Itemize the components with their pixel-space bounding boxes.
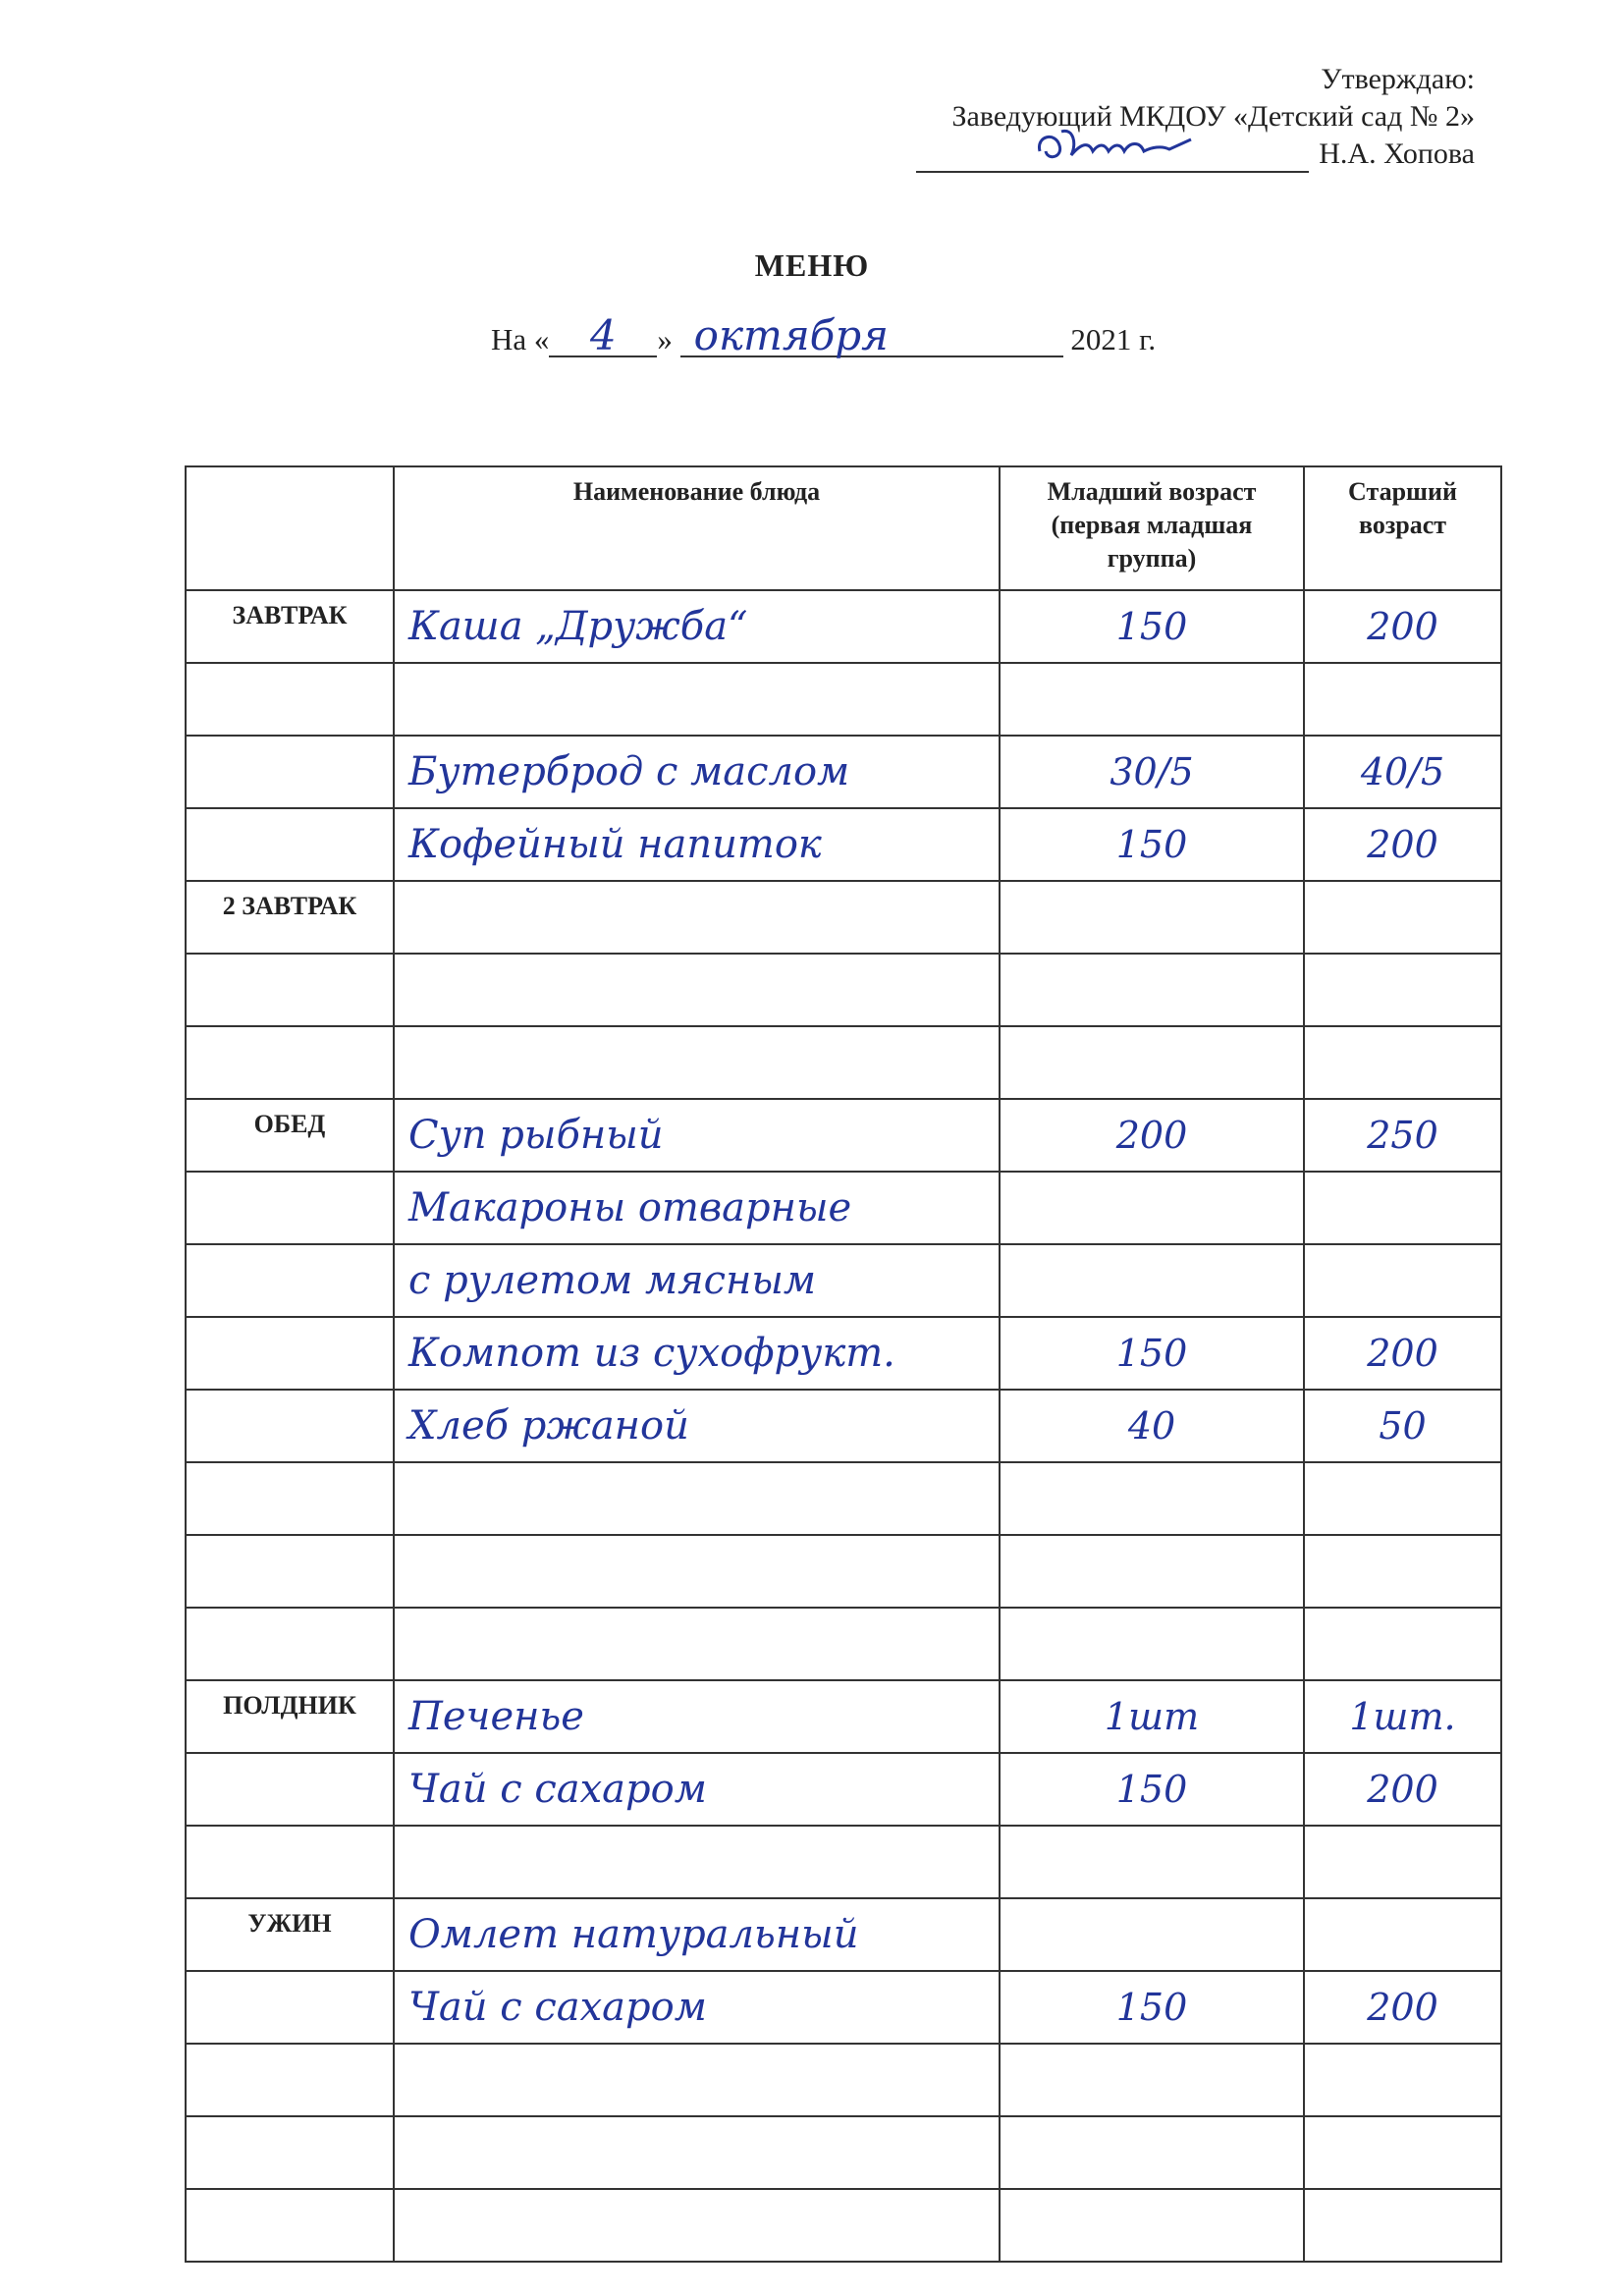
senior-portion-cell [1304, 2116, 1501, 2189]
meal-cell [186, 808, 394, 881]
header-junior: Младший возраст (первая младшая группа) [1000, 466, 1304, 590]
senior-portion-cell: 250 [1304, 1099, 1501, 1172]
meal-cell [186, 2116, 394, 2189]
meal-cell [186, 2189, 394, 2262]
table-row [186, 2116, 1501, 2189]
junior-portion-cell [1000, 881, 1304, 954]
meal-cell: ОБЕД [186, 1099, 394, 1172]
approval-position: Заведующий МКДОУ «Детский сад № 2» [951, 100, 1475, 133]
senior-portion-cell: 1шт. [1304, 1680, 1501, 1753]
dish-cell [394, 1535, 1000, 1608]
table-row [186, 1898, 1501, 1971]
senior-portion-cell [1304, 1172, 1501, 1244]
dish-cell [394, 2044, 1000, 2116]
dish-cell: Омлет натуральный [394, 1898, 1000, 1971]
dish-cell [394, 663, 1000, 736]
approver-name: Н.А. Хопова [1319, 137, 1475, 170]
date-line [491, 311, 1276, 359]
dish-cell: Бутерброд с маслом [394, 736, 1000, 808]
junior-portion-cell: 150 [1000, 1317, 1304, 1390]
senior-portion-cell [1304, 1462, 1501, 1535]
table-header-row [186, 466, 1501, 590]
senior-portion-cell: 50 [1304, 1390, 1501, 1462]
junior-portion-cell [1000, 1244, 1304, 1317]
senior-portion-cell: 200 [1304, 1971, 1501, 2044]
dish-cell: Кофейный напиток [394, 808, 1000, 881]
junior-portion-cell [1000, 1898, 1304, 1971]
meal-cell [186, 1026, 394, 1099]
meal-cell [186, 1608, 394, 1680]
junior-portion-cell [1000, 1608, 1304, 1680]
dish-cell [394, 1826, 1000, 1898]
meal-cell [186, 1826, 394, 1898]
header-senior: Старший возраст [1304, 466, 1501, 590]
junior-portion-cell [1000, 1535, 1304, 1608]
table-row [186, 1535, 1501, 1608]
dish-cell [394, 2189, 1000, 2262]
junior-portion-cell: 40 [1000, 1390, 1304, 1462]
meal-cell: УЖИН [186, 1898, 394, 1971]
senior-portion-cell [1304, 1026, 1501, 1099]
junior-portion-cell [1000, 2189, 1304, 2262]
dish-cell [394, 954, 1000, 1026]
meal-cell [186, 736, 394, 808]
senior-portion-cell: 200 [1304, 808, 1501, 881]
meal-cell [186, 1753, 394, 1826]
senior-portion-cell [1304, 954, 1501, 1026]
junior-portion-cell: 150 [1000, 1753, 1304, 1826]
table-row [186, 1680, 1501, 1753]
meal-cell: ПОЛДНИК [186, 1680, 394, 1753]
approval-block [846, 61, 1475, 173]
meal-cell [186, 1244, 394, 1317]
senior-portion-cell: 200 [1304, 1317, 1501, 1390]
senior-portion-cell [1304, 2189, 1501, 2262]
junior-portion-cell [1000, 1172, 1304, 1244]
table-row [186, 2189, 1501, 2262]
table-row [186, 1099, 1501, 1172]
meal-cell [186, 1172, 394, 1244]
page-title: МЕНЮ [754, 247, 870, 283]
junior-portion-cell: 150 [1000, 590, 1304, 663]
table-row [186, 808, 1501, 881]
senior-portion-cell [1304, 1898, 1501, 1971]
dish-cell [394, 881, 1000, 954]
junior-portion-cell [1000, 1026, 1304, 1099]
dish-cell: с рулетом мясным [394, 1244, 1000, 1317]
dish-cell: Каша „Дружба“ [394, 590, 1000, 663]
table-row [186, 881, 1501, 954]
senior-portion-cell: 200 [1304, 590, 1501, 663]
signature-icon [1034, 122, 1201, 171]
dish-cell: Компот из сухофрукт. [394, 1317, 1000, 1390]
dish-cell: Чай с сахаром [394, 1753, 1000, 1826]
junior-portion-cell [1000, 954, 1304, 1026]
meal-cell [186, 1462, 394, 1535]
meal-cell [186, 663, 394, 736]
table-row [186, 1172, 1501, 1244]
senior-portion-cell: 200 [1304, 1753, 1501, 1826]
meal-cell [186, 1317, 394, 1390]
table-row [186, 736, 1501, 808]
dish-cell: Хлеб ржаной [394, 1390, 1000, 1462]
dish-cell [394, 1608, 1000, 1680]
meal-cell [186, 2044, 394, 2116]
table-row [186, 1244, 1501, 1317]
dish-cell: Печенье [394, 1680, 1000, 1753]
table-row [186, 954, 1501, 1026]
table-row [186, 1390, 1501, 1462]
table-row [186, 1317, 1501, 1390]
header-dish: Наименование блюда [394, 466, 1000, 590]
junior-portion-cell: 200 [1000, 1099, 1304, 1172]
junior-portion-cell: 30/5 [1000, 736, 1304, 808]
menu-body [186, 590, 1501, 2262]
junior-portion-cell [1000, 1826, 1304, 1898]
dish-cell: Суп рыбный [394, 1099, 1000, 1172]
meal-cell: ЗАВТРАК [186, 590, 394, 663]
meal-cell [186, 1535, 394, 1608]
junior-portion-cell [1000, 663, 1304, 736]
approval-signature-row [846, 136, 1475, 173]
date-year: 2021 г. [1070, 322, 1157, 356]
junior-portion-cell: 1шт [1000, 1680, 1304, 1753]
senior-portion-cell [1304, 1608, 1501, 1680]
meal-cell [186, 1971, 394, 2044]
senior-portion-cell [1304, 881, 1501, 954]
table-row [186, 1753, 1501, 1826]
table-row [186, 590, 1501, 663]
senior-portion-cell: 40/5 [1304, 736, 1501, 808]
dish-cell [394, 1462, 1000, 1535]
junior-portion-cell [1000, 2044, 1304, 2116]
date-day: 4 [549, 316, 657, 357]
dish-cell: Макароны отварные [394, 1172, 1000, 1244]
dish-cell [394, 2116, 1000, 2189]
senior-portion-cell [1304, 1535, 1501, 1608]
approval-heading: Утверждаю: [1321, 63, 1475, 95]
junior-portion-cell: 150 [1000, 808, 1304, 881]
date-mid: » [657, 322, 673, 356]
signature-line [916, 143, 1309, 173]
meal-cell: 2 ЗАВТРАК [186, 881, 394, 954]
table-row [186, 1826, 1501, 1898]
menu-table [185, 465, 1502, 2263]
meal-cell [186, 954, 394, 1026]
senior-portion-cell [1304, 1244, 1501, 1317]
header-meal [186, 466, 394, 590]
junior-portion-cell [1000, 2116, 1304, 2189]
meal-cell [186, 1390, 394, 1462]
junior-portion-cell [1000, 1462, 1304, 1535]
table-row [186, 1462, 1501, 1535]
dish-cell: Чай с сахаром [394, 1971, 1000, 2044]
junior-portion-cell: 150 [1000, 1971, 1304, 2044]
table-row [186, 1971, 1501, 2044]
date-prefix: На « [491, 322, 550, 356]
table-row [186, 1026, 1501, 1099]
senior-portion-cell [1304, 663, 1501, 736]
table-row [186, 663, 1501, 736]
dish-cell [394, 1026, 1000, 1099]
table-row [186, 2044, 1501, 2116]
senior-portion-cell [1304, 1826, 1501, 1898]
table-row [186, 1608, 1501, 1680]
date-month: октября [680, 316, 1063, 357]
senior-portion-cell [1304, 2044, 1501, 2116]
